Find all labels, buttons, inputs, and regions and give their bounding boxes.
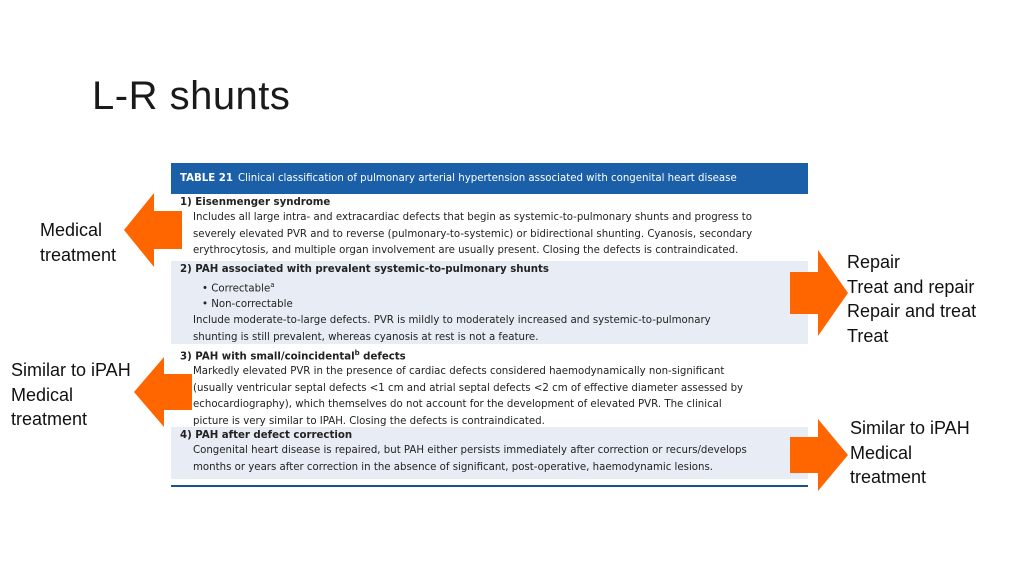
slide-title: L-R shunts xyxy=(92,74,291,118)
callout-left-2: Similar to iPAH Medical treatment xyxy=(11,360,131,429)
callout-right-1: Repair Treat and repair Repair and treat Treat xyxy=(847,252,977,346)
table-caption: Clinical classification of pulmonary arterial hypertension associated with congenital heart disease xyxy=(237,173,737,184)
section-text: erythrocytosis, and multiple organ involvement are usually present. Closing the defects is contraindicated. xyxy=(193,245,739,256)
section-text: Include moderate-to-large defects. PVR is mildly to moderately increased and systemic-to-pulmonary xyxy=(193,315,711,327)
right-arrow-icon xyxy=(790,250,848,336)
bullet-item: • Correctable$^a$ xyxy=(202,281,275,295)
section-text: picture is very similar to IPAH. Closing the defects is contraindicated. xyxy=(193,415,545,427)
section-title: 1) Eisenmenger syndrome xyxy=(180,197,331,208)
callout-right-2: Similar to iPAH Medical treatment xyxy=(850,418,970,487)
callout-left-1: Medical treatment xyxy=(40,220,117,265)
section-text: Includes all large intra- and extracardiac defects that begin as systemic-to-pulmonary shunts and progress to xyxy=(193,212,752,223)
section-after-correction xyxy=(171,427,808,479)
section-text: months or years after correction in the absence of significant, post-operative, haemodynamic lesions. xyxy=(193,461,714,473)
section-text: echocardiography), which themselves do not account for the development of elevated PVR. The clinical xyxy=(193,399,722,411)
section-eisenmenger xyxy=(171,194,808,261)
table-label: TABLE 21 xyxy=(180,173,233,184)
section-text: (usually ventricular septal defects <1 cm and atrial septal defects <2 cm of effective diameter assessed by xyxy=(193,382,744,394)
left-arrow-icon xyxy=(134,357,192,427)
section-title: 3) PAH with small/coincidental$^b$ defects xyxy=(180,349,406,363)
section-title: 4) PAH after defect correction xyxy=(180,430,353,441)
right-arrow-icon xyxy=(790,419,848,491)
section-text: Markedly elevated PVR in the presence of cardiac defects considered haemodynamically non-significant xyxy=(193,366,725,378)
bullet-item: • Non-correctable xyxy=(202,299,293,311)
section-text: Congenital heart disease is repaired, but PAH either persists immediately after correction or recurs/develops xyxy=(193,445,747,456)
table-header xyxy=(171,163,808,194)
section-prevalent-shunts xyxy=(171,261,808,344)
section-title: 2) PAH associated with prevalent systemic-to-pulmonary shunts xyxy=(180,264,549,275)
left-arrow-icon xyxy=(124,193,182,267)
section-text: severely elevated PVR and to reverse (pulmonary-to-systemic) or bidirectional shunting. Cyanosis, secondary xyxy=(193,228,753,240)
section-text: shunting is still prevalent, whereas cyanosis at rest is not a feature. xyxy=(193,331,539,343)
section-small-defects xyxy=(171,344,808,427)
classification-table xyxy=(171,163,808,487)
